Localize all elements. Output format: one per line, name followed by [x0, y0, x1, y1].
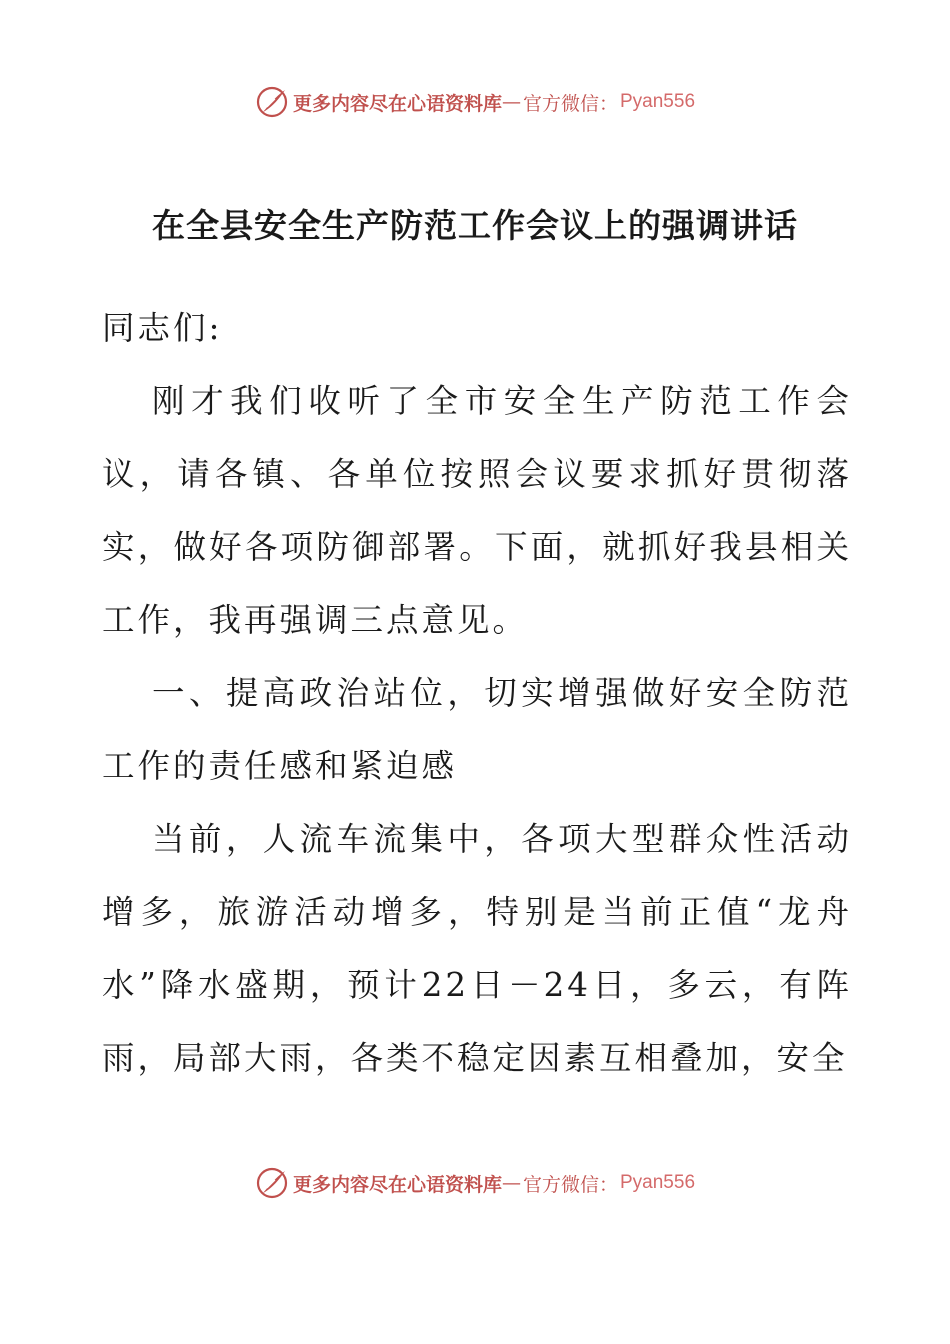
banner-dash: —	[501, 1172, 521, 1194]
header-watermark	[0, 82, 950, 122]
banner-wechat-id: Pyan556	[620, 1172, 696, 1193]
banner-wechat-id: Pyan556	[620, 91, 696, 112]
section-heading-1: 一、提高政治站位，切实增强做好安全防范工作的责任感和紧迫感	[102, 674, 852, 785]
banner-wechat-label: 官方微信：	[522, 1173, 618, 1196]
paragraph-current-situation: 当前，人流车流集中，各项大型群众性活动增多，旅游活动增多，特别是当前正值“龙舟水”降水盛期，预计22日－24日，多云，有阵雨，局部大雨，各类不稳定因素互相叠加，安全	[102, 820, 852, 1077]
document-body	[102, 292, 852, 1095]
quill-logo-icon	[255, 85, 289, 119]
document-title: 在全县安全生产防范工作会议上的强调讲话	[152, 206, 798, 245]
banner-brand: 更多内容尽在心语资料库	[292, 92, 502, 115]
salutation: 同志们:	[102, 309, 223, 347]
banner-brand: 更多内容尽在心语资料库	[292, 1173, 502, 1196]
quill-logo-icon	[255, 1166, 289, 1200]
banner-wechat-label: 官方微信：	[522, 92, 618, 115]
banner-dash: —	[501, 91, 521, 113]
paragraph-intro: 刚才我们收听了全市安全生产防范工作会议，请各镇、各单位按照会议要求抓好贯彻落实，做好各项防御部署。下面，就抓好我县相关工作，我再强调三点意见。	[102, 382, 852, 639]
footer-watermark	[0, 1163, 950, 1203]
